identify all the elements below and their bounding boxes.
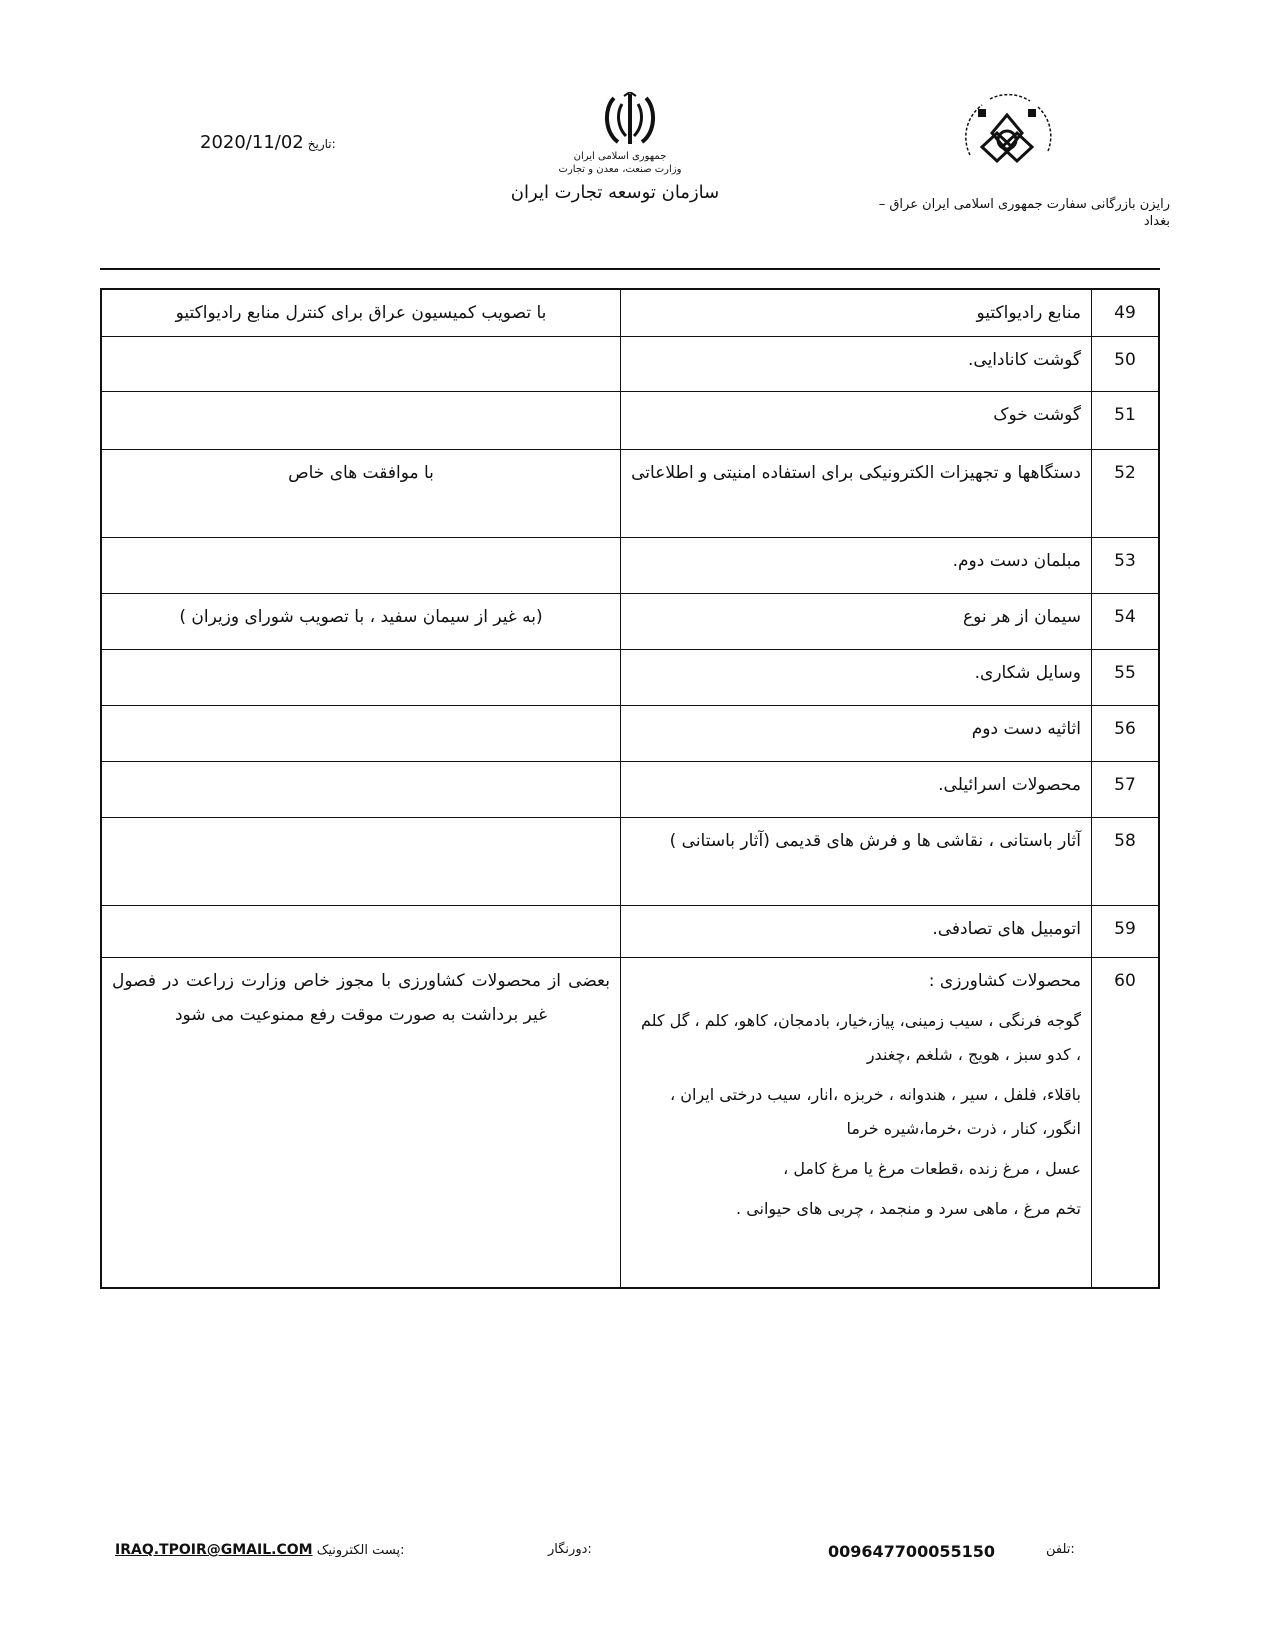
- table-row: [101, 289, 1159, 337]
- table-row: [101, 594, 1159, 650]
- note-cell: [101, 818, 621, 906]
- phone-label: تلفن:: [1046, 1542, 1075, 1557]
- note-cell: [101, 706, 621, 762]
- gov-line-1: جمهوری اسلامی ایران: [573, 151, 667, 162]
- note-cell: [101, 538, 621, 594]
- row-number: 51: [1092, 392, 1160, 450]
- row-number: 59: [1092, 906, 1160, 958]
- note-cell: [101, 392, 621, 450]
- item-detail-1: گوجه فرنگی ، سیب زمینی، پیاز،خیار، بادمجان، کاهو، کلم ، گل کلم ، کدو سبز ، هویج ، شلغم ،چغندر: [640, 1011, 1081, 1064]
- tpo-logo-icon: [952, 85, 1062, 195]
- item-cell: محصولات اسرائیلی.: [621, 762, 1092, 818]
- ministry-block: [540, 150, 700, 176]
- prohibited-items-table: [100, 288, 1160, 1289]
- table-row: [101, 392, 1159, 450]
- date-line: [200, 132, 336, 153]
- note-cell: با موافقت های خاص: [101, 450, 621, 538]
- frame-top-rule: [100, 268, 1160, 270]
- row-number: 56: [1092, 706, 1160, 762]
- table-row: [101, 762, 1159, 818]
- iran-emblem-icon: [600, 92, 660, 150]
- row-number: 53: [1092, 538, 1160, 594]
- note-cell: با تصویب کمیسیون عراق برای کنترل منابع رادیواکتیو: [101, 289, 621, 337]
- trade-office-block: [810, 196, 1170, 230]
- table-row: [101, 538, 1159, 594]
- table-row: [101, 906, 1159, 958]
- item-cell: آثار باستانی ، نقاشی ها و فرش های قدیمی (آثار باستانی ): [621, 818, 1092, 906]
- table-row: [101, 818, 1159, 906]
- row-number: 54: [1092, 594, 1160, 650]
- office-line-1: رایزن بازرگانی سفارت جمهوری اسلامی ایران عراق –: [878, 197, 1170, 212]
- email-label: پست الکترونیک:: [316, 1543, 405, 1558]
- phone-number: 009647700055150: [828, 1542, 995, 1561]
- row-number: 50: [1092, 337, 1160, 392]
- table-row: [101, 958, 1159, 1288]
- item-cell: منابع رادیواکتیو: [621, 289, 1092, 337]
- note-cell: [101, 762, 621, 818]
- row-number: 52: [1092, 450, 1160, 538]
- item-cell: گوشت خوک: [621, 392, 1092, 450]
- note-cell: [101, 337, 621, 392]
- item-cell: اتومبیل های تصادفی.: [621, 906, 1092, 958]
- item-cell: مبلمان دست دوم.: [621, 538, 1092, 594]
- table-row: [101, 337, 1159, 392]
- item-cell: سیمان از هر نوع: [621, 594, 1092, 650]
- table-row: [101, 650, 1159, 706]
- item-cell: [621, 958, 1092, 1288]
- table-row: [101, 706, 1159, 762]
- note-cell: [101, 906, 621, 958]
- item-cell: اثاثیه دست دوم: [621, 706, 1092, 762]
- row-number: 60: [1092, 958, 1160, 1288]
- table-row: [101, 450, 1159, 538]
- row-number: 49: [1092, 289, 1160, 337]
- item-cell: دستگاهها و تجهیزات الکترونیکی برای استفاده امنیتی و اطلاعاتی: [621, 450, 1092, 538]
- item-heading: محصولات کشاورزی :: [928, 971, 1081, 991]
- note-cell: بعضی از محصولات کشاورزی با مجوز خاص وزارت زراعت در فصول غیر برداشت به صورت موقت رفع ممنوعیت می شود: [101, 958, 621, 1288]
- date-value: 2020/11/02: [200, 132, 304, 153]
- office-line-2: بغداد: [1143, 214, 1170, 229]
- note-cell: (به غیر از سیمان سفید ، با تصویب شورای وزیران ): [101, 594, 621, 650]
- row-number: 57: [1092, 762, 1160, 818]
- phone-block: [828, 1542, 995, 1561]
- email-address: IRAQ.TPOIR@GMAIL.COM: [115, 1542, 313, 1558]
- item-detail-3: عسل ، مرغ زنده ،قطعات مرغ یا مرغ کامل ،: [783, 1159, 1081, 1178]
- item-cell: وسایل شکاری.: [621, 650, 1092, 706]
- note-cell: [101, 650, 621, 706]
- gov-line-2: وزارت صنعت، معدن و تجارت: [558, 164, 682, 175]
- fax-label: دورنگار:: [548, 1542, 592, 1557]
- item-cell: گوشت کانادایی.: [621, 337, 1092, 392]
- organization-name: سازمان توسعه تجارت ایران: [510, 182, 720, 203]
- item-detail-4: تخم مرغ ، ماهی سرد و منجمد ، چربی های حیوانی .: [736, 1199, 1081, 1218]
- date-label: تاریخ:: [307, 137, 336, 151]
- row-number: 58: [1092, 818, 1160, 906]
- email-block: [115, 1542, 405, 1558]
- item-detail-2: باقلاء، فلفل ، سیر ، هندوانه ، خربزه ،انار، سیب درختی ایران ، انگور، کنار ، ذرت ،خرما،شیره خرما: [670, 1085, 1081, 1138]
- row-number: 55: [1092, 650, 1160, 706]
